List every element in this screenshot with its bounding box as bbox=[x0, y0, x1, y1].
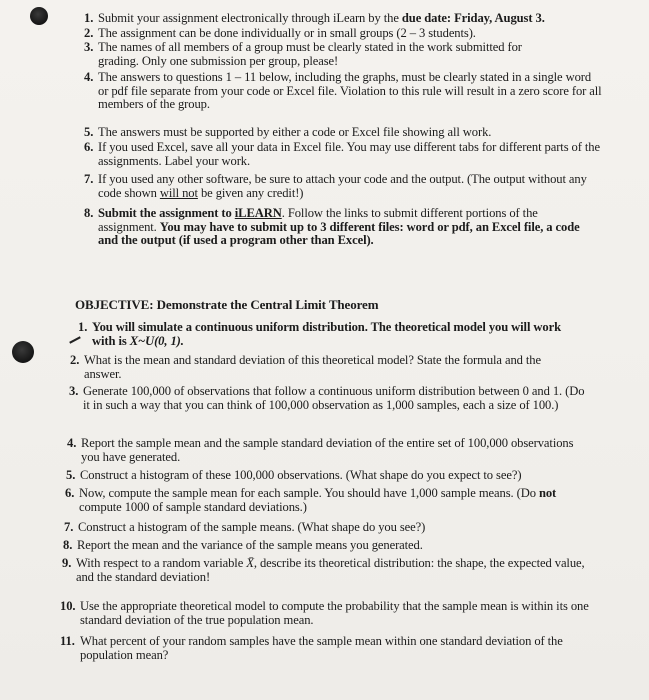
question-item bbox=[69, 385, 594, 412]
question-item bbox=[64, 521, 594, 535]
question-text bbox=[64, 521, 594, 535]
question-item bbox=[66, 469, 606, 483]
item-number: 8. bbox=[84, 206, 94, 220]
question-number: 11. bbox=[60, 634, 75, 648]
question-text bbox=[67, 437, 592, 464]
item-number: 2. bbox=[84, 26, 94, 40]
item-text bbox=[84, 27, 629, 41]
text-segment: If you used any other software, be sure to attach your code and the output. (The output without any code shown bbox=[98, 172, 587, 200]
text-segment: What is the mean and standard deviation of this theoretical model? State the formula and the answer. bbox=[84, 353, 541, 381]
text-segment: You may have to submit up to 3 different files: word or pdf, an Excel file, a code and the output (if used a program other than Excel). bbox=[98, 219, 580, 248]
text-segment: . Follow the links to submit different portions of the assignment. bbox=[98, 206, 538, 234]
instruction-item bbox=[84, 71, 604, 112]
item-text bbox=[84, 207, 584, 248]
instruction-item bbox=[84, 126, 629, 140]
text-segment: You will simulate a continuous uniform distribution. The theoretical model you will work with is bbox=[92, 320, 561, 348]
question-item bbox=[67, 437, 592, 464]
question-text bbox=[69, 385, 594, 412]
text-segment: X̄ bbox=[246, 556, 254, 570]
instruction-item bbox=[84, 207, 584, 248]
instruction-item bbox=[84, 41, 564, 68]
item-number: 4. bbox=[84, 70, 94, 84]
question-number: 9. bbox=[62, 556, 72, 570]
instruction-item bbox=[84, 12, 629, 26]
text-segment: Submit your assignment electronically through iLearn by the bbox=[98, 11, 402, 25]
question-number: 8. bbox=[63, 538, 73, 552]
question-text bbox=[66, 469, 606, 483]
question-text bbox=[63, 539, 593, 553]
item-text bbox=[84, 12, 629, 26]
question-number: 10. bbox=[60, 599, 76, 613]
text-segment: be given any credit!) bbox=[197, 185, 304, 200]
item-number: 7. bbox=[84, 172, 94, 186]
text-segment: Construct a histogram of these 100,000 observations. (What shape do you expect to see?) bbox=[80, 468, 522, 482]
question-text bbox=[65, 487, 595, 514]
text-segment: If you used Excel, save all your data in Excel file. You may use different tabs for different parts of the assignments. Label your work. bbox=[98, 140, 600, 168]
text-segment: , describe its theoretical distribution: the shape, the expected value, and the standard deviation! bbox=[76, 556, 585, 584]
text-segment: compute 1000 of sample standard deviations.) bbox=[79, 499, 307, 514]
item-number: 5. bbox=[84, 125, 94, 139]
text-segment: will not bbox=[159, 185, 198, 200]
question-item bbox=[63, 539, 593, 553]
question-item bbox=[78, 321, 578, 348]
text-segment: The answers to questions 1 – 11 below, including the graphs, must be clearly stated in a single word or pdf file separate from your code or Excel file. Violation to this rule will result in a zero score for all members of the group. bbox=[98, 70, 602, 112]
question-text bbox=[60, 635, 600, 662]
text-segment: Construct a histogram of the sample means. (What shape do you see?) bbox=[78, 520, 426, 534]
question-number: 5. bbox=[66, 468, 76, 482]
binder-hole-middle bbox=[12, 341, 34, 363]
text-segment: The answers must be supported by either a code or Excel file showing all work. bbox=[98, 125, 492, 139]
item-number: 1. bbox=[84, 11, 94, 25]
item-text bbox=[84, 141, 604, 168]
question-item bbox=[65, 487, 595, 514]
question-number: 3. bbox=[69, 384, 79, 398]
question-text bbox=[62, 557, 587, 584]
objective-title: OBJECTIVE: Demonstrate the Central Limit Theorem bbox=[75, 297, 379, 312]
text-segment: The names of all members of a group must be clearly stated in the work submitted for grading. Only one submission per group, please! bbox=[98, 40, 522, 68]
text-segment: Report the sample mean and the sample standard deviation of the entire set of 100,000 observations you have generated. bbox=[81, 436, 574, 464]
item-number: 3. bbox=[84, 40, 94, 54]
binder-hole-top bbox=[30, 7, 48, 25]
text-segment: Submit the assignment to bbox=[98, 206, 235, 220]
question-text bbox=[78, 321, 578, 348]
instruction-item bbox=[84, 173, 604, 200]
question-text bbox=[60, 600, 590, 627]
text-segment: due date: Friday, August 3. bbox=[401, 11, 545, 25]
text-segment: X~U(0, 1). bbox=[129, 333, 184, 348]
text-segment: Generate 100,000 of observations that follow a continuous uniform distribution between 0 and 1. (Do it in such a way that you can think of 100,000 observation as 1,000 samples, each a size of 100.) bbox=[83, 384, 585, 412]
item-text bbox=[84, 41, 564, 68]
text-segment: What percent of your random samples have the sample mean within one standard deviation of the population mean? bbox=[80, 634, 563, 662]
item-text bbox=[84, 71, 604, 112]
question-number: 7. bbox=[64, 520, 74, 534]
question-number: 2. bbox=[70, 353, 80, 367]
question-item bbox=[62, 557, 587, 584]
text-segment: iLEARN bbox=[234, 206, 282, 220]
text-segment: Use the appropriate theoretical model to compute the probability that the sample mean is within its one standard deviation of the true population mean. bbox=[80, 599, 589, 627]
question-item bbox=[60, 600, 590, 627]
question-number: 4. bbox=[67, 436, 77, 450]
text-segment: The assignment can be done individually or in small groups (2 – 3 students). bbox=[98, 26, 476, 40]
question-text bbox=[70, 354, 580, 381]
text-segment: not bbox=[538, 486, 557, 500]
item-text bbox=[84, 126, 629, 140]
instruction-item bbox=[84, 141, 604, 168]
question-item bbox=[60, 635, 600, 662]
item-text bbox=[84, 173, 604, 200]
instruction-item bbox=[84, 27, 629, 41]
text-segment: With respect to a random variable bbox=[76, 556, 247, 570]
text-segment: Report the mean and the variance of the sample means you generated. bbox=[77, 538, 423, 552]
question-number: 6. bbox=[65, 486, 75, 500]
question-number: 1. bbox=[78, 320, 88, 334]
text-segment: Now, compute the sample mean for each sample. You should have 1,000 sample means. (Do bbox=[79, 486, 539, 500]
question-item bbox=[70, 354, 580, 381]
item-number: 6. bbox=[84, 140, 94, 154]
